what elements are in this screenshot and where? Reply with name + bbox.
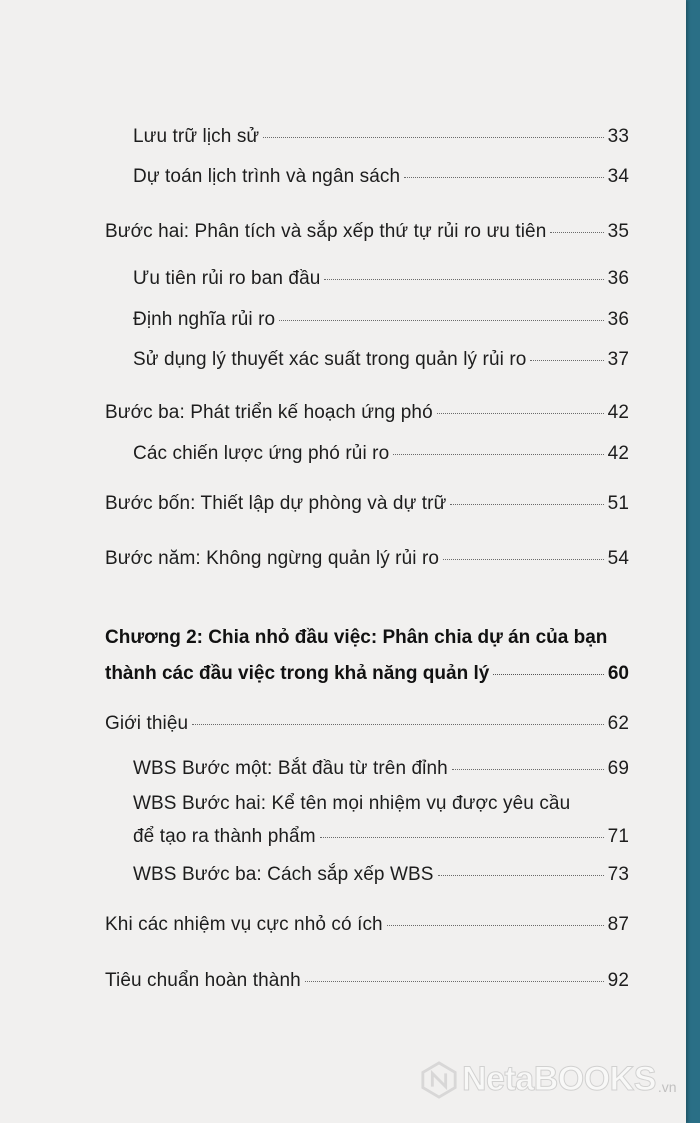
toc-entry-page: 42: [607, 402, 629, 423]
toc-entry: [133, 309, 629, 331]
toc-entry-title: Các chiến lược ứng phó rủi ro: [133, 443, 390, 464]
toc-entry-title: WBS Bước ba: Cách sắp xếp WBS: [133, 864, 434, 885]
toc-entry-title: Bước năm: Không ngừng quản lý rủi ro: [105, 548, 440, 569]
toc-entry-title: Sử dụng lý thuyết xác suất trong quản lý rủi ro: [133, 349, 527, 370]
toc-entry-page: 36: [607, 309, 629, 330]
toc-entry: [133, 166, 629, 188]
dot-leader: [393, 454, 603, 455]
toc-entry: [105, 713, 629, 735]
toc-entry: [105, 548, 629, 570]
dot-leader: [387, 925, 604, 926]
chapter-heading: [105, 620, 629, 692]
toc-entry-page: 87: [607, 914, 629, 935]
dot-leader: [450, 504, 603, 505]
toc-entry-page: 51: [607, 493, 629, 514]
dot-leader: [550, 232, 603, 233]
chapter-page: 60: [607, 663, 629, 684]
toc-entry-page: 92: [607, 970, 629, 991]
toc-entry-page: 42: [607, 443, 629, 464]
toc-entry: [133, 443, 629, 465]
toc-entry-page: 73: [607, 864, 629, 885]
netabooks-logo-icon: [420, 1061, 458, 1099]
dot-leader: [438, 875, 604, 876]
toc-entry-page: 69: [607, 758, 629, 779]
dot-leader: [324, 279, 603, 280]
toc-entry-page: 71: [607, 826, 629, 847]
toc-entry-title: Lưu trữ lịch sử: [133, 126, 260, 147]
chapter-title-text: thành các đầu việc trong khả năng quản lý: [105, 663, 490, 684]
toc-entry: [133, 793, 629, 815]
chapter-title-line: [105, 656, 629, 692]
toc-entry-page: 62: [607, 713, 629, 734]
dot-leader: [443, 559, 604, 560]
toc-entry-page: 35: [607, 221, 629, 242]
dot-leader: [452, 769, 604, 770]
toc-entry-title: Giới thiệu: [105, 713, 189, 734]
dot-leader: [404, 177, 603, 178]
toc-entry-title: Bước ba: Phát triển kế hoạch ứng phó: [105, 402, 433, 423]
toc-entry: [105, 221, 629, 243]
toc-entry: [105, 914, 629, 936]
toc-entry-title: để tạo ra thành phẩm: [133, 826, 316, 847]
toc-entry-title: WBS Bước một: Bắt đầu từ trên đỉnh: [133, 758, 448, 779]
toc-entry-title: Định nghĩa rủi ro: [133, 309, 276, 330]
watermark-brand: NetaBOOKS: [462, 1060, 656, 1098]
toc-entry: [133, 126, 629, 148]
toc-entry-title: Bước hai: Phân tích và sắp xếp thứ tự rủi ro ưu tiên: [105, 221, 547, 242]
dot-leader: [530, 360, 603, 361]
toc-entry-page: 34: [607, 166, 629, 187]
dot-leader: [305, 981, 604, 982]
dot-leader: [192, 724, 603, 725]
toc-entry: [133, 349, 629, 371]
netabooks-watermark: [420, 1060, 677, 1099]
dot-leader: [493, 674, 604, 675]
toc-entry-page: 37: [607, 349, 629, 370]
toc-entry-title: WBS Bước hai: Kể tên mọi nhiệm vụ được yêu cầu: [133, 793, 571, 814]
toc-entry: [105, 402, 629, 424]
dot-leader: [437, 413, 604, 414]
toc-entry: [133, 826, 629, 848]
dot-leader: [279, 320, 603, 321]
toc-entry-page: 54: [607, 548, 629, 569]
toc-entry: [133, 758, 629, 780]
watermark-tld: .vn: [657, 1078, 677, 1095]
chapter-title-line: Chương 2: Chia nhỏ đầu việc: Phân chia dự án của bạn: [105, 627, 608, 648]
toc-entry-title: Bước bốn: Thiết lập dự phòng và dự trữ: [105, 493, 447, 514]
toc-entry: [105, 970, 629, 992]
toc-entry-page: 36: [607, 268, 629, 289]
toc-entry-title: Dự toán lịch trình và ngân sách: [133, 166, 401, 187]
toc-entry: [133, 268, 629, 290]
toc-entry-page: 33: [607, 126, 629, 147]
toc-entry: [133, 864, 629, 886]
dot-leader: [320, 837, 604, 838]
toc-entry-title: Tiêu chuẩn hoàn thành: [105, 970, 301, 991]
dot-leader: [263, 137, 603, 138]
toc-entry-title: Khi các nhiệm vụ cực nhỏ có ích: [105, 914, 383, 935]
toc-entry: [105, 493, 629, 515]
toc-entry-title: Ưu tiên rủi ro ban đầu: [133, 268, 321, 289]
